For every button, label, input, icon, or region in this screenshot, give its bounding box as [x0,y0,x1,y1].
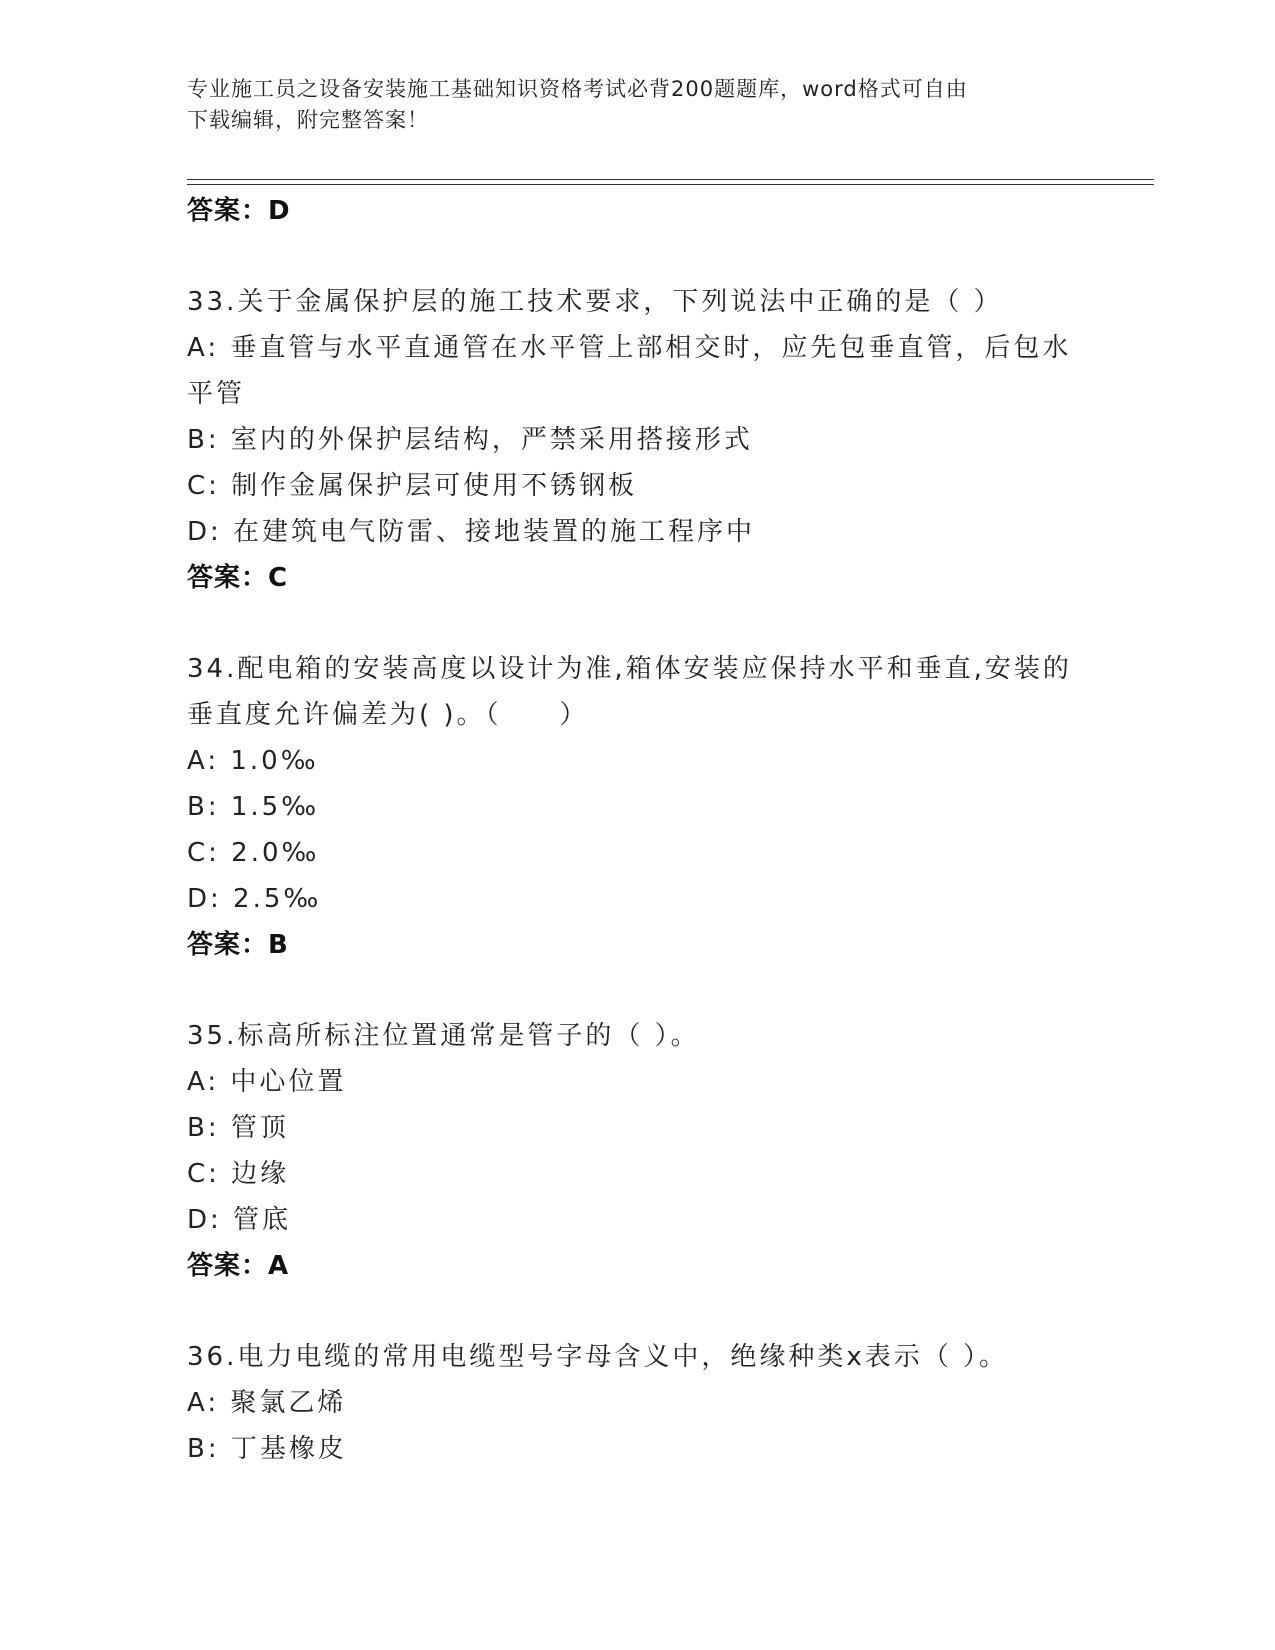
option-d: D: 2.5‰ [187,884,322,914]
option-b: B: 管顶 [187,1113,289,1143]
option-c: C: 边缘 [187,1159,290,1189]
option-c: C: 制作金属保护层可使用不锈钢板 [187,471,638,501]
option-b: B: 室内的外保护层结构，严禁采用搭接形式 [187,425,753,455]
spacer [187,234,1087,279]
question-stem: 33.关于金属保护层的施工技术要求，下列说法中正确的是（ ） [187,287,1003,317]
spacer [187,1289,1087,1334]
question-35 [187,1013,1087,1289]
question-36 [187,1334,1087,1472]
answer-previous: 答案：D [187,196,291,226]
option-d: D: 在建筑电气防雷、接地装置的施工程序中 [187,517,756,547]
option-a-continued: 平管 [187,379,246,409]
option-b: B: 丁基橡皮 [187,1434,347,1464]
question-stem: 34.配电箱的安装高度以设计为准,箱体安装应保持水平和垂直,安装的 [187,654,1072,684]
answer: 答案：C [187,563,289,593]
option-a: A: 聚氯乙烯 [187,1388,347,1418]
option-a: A: 1.0‰ [187,746,319,776]
spacer [187,968,1087,1013]
option-b: B: 1.5‰ [187,792,320,822]
question-stem: 36.电力电缆的常用电缆型号字母含义中，绝缘种类x表示（ ）。 [187,1342,1009,1372]
header-rule-top [187,179,1154,180]
question-34 [187,646,1087,968]
question-stem-continued: 垂直度允许偏差为( )。（ ） [187,700,589,730]
spacer [187,601,1087,646]
option-a: A: 垂直管与水平直通管在水平管上部相交时，应先包垂直管，后包水 [187,333,1072,363]
option-d: D: 管底 [187,1205,292,1235]
question-33 [187,279,1087,601]
header-line-1: 专业施工员之设备安装施工基础知识资格考试必背200题题库，word格式可自由 [187,77,968,101]
header-rule-bottom [187,184,1154,185]
answer: 答案：A [187,1251,290,1281]
question-stem: 35.标高所标注位置通常是管子的（ ）。 [187,1021,700,1051]
page-header [187,74,1067,136]
document-body [187,188,1087,1472]
option-c: C: 2.0‰ [187,838,320,868]
option-a: A: 中心位置 [187,1067,347,1097]
header-line-2: 下载编辑，附完整答案！ [187,108,429,132]
answer: 答案：B [187,930,289,960]
